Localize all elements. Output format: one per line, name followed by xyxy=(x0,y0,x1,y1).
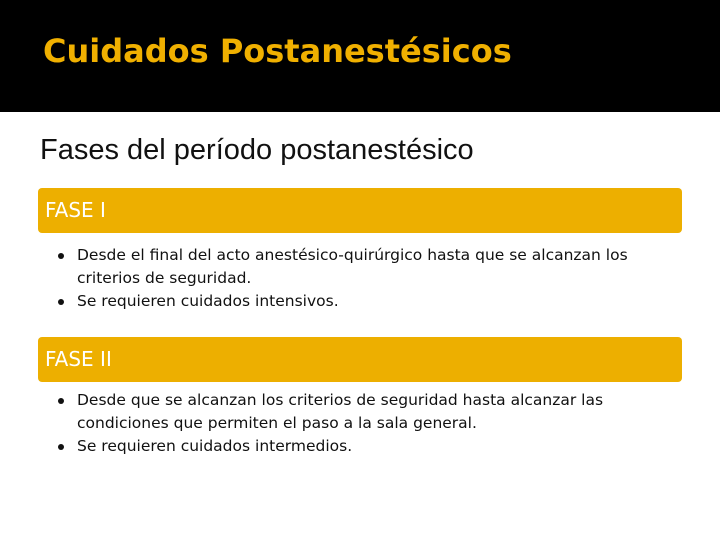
bullet-text: Desde el final del acto anestésico-quirúrgico hasta que se alcanzan los criterios de seguridad. xyxy=(77,246,628,287)
phase-2-header: FASE II xyxy=(38,337,682,382)
list-item xyxy=(58,389,678,435)
bullet-icon xyxy=(58,299,64,305)
bullet-icon xyxy=(58,444,64,450)
phase-1-header: FASE I xyxy=(38,188,682,233)
phase-1-bullet-list xyxy=(58,244,678,313)
list-item xyxy=(58,244,678,290)
bullet-text: Se requieren cuidados intermedios. xyxy=(77,437,353,455)
bullet-icon xyxy=(58,398,64,404)
bullet-icon xyxy=(58,253,64,259)
bullet-text: Se requieren cuidados intensivos. xyxy=(77,292,339,310)
slide-title: Cuidados Postanestésicos xyxy=(43,32,512,70)
title-bar xyxy=(0,0,720,112)
list-item xyxy=(58,290,678,313)
list-item xyxy=(58,435,678,458)
phase-2-bullet-list xyxy=(58,389,678,458)
slide-subtitle: Fases del período postanestésico xyxy=(40,134,474,166)
bullet-text: Desde que se alcanzan los criterios de seguridad hasta alcanzar las condiciones que permiten el paso a la sala general. xyxy=(77,391,604,432)
